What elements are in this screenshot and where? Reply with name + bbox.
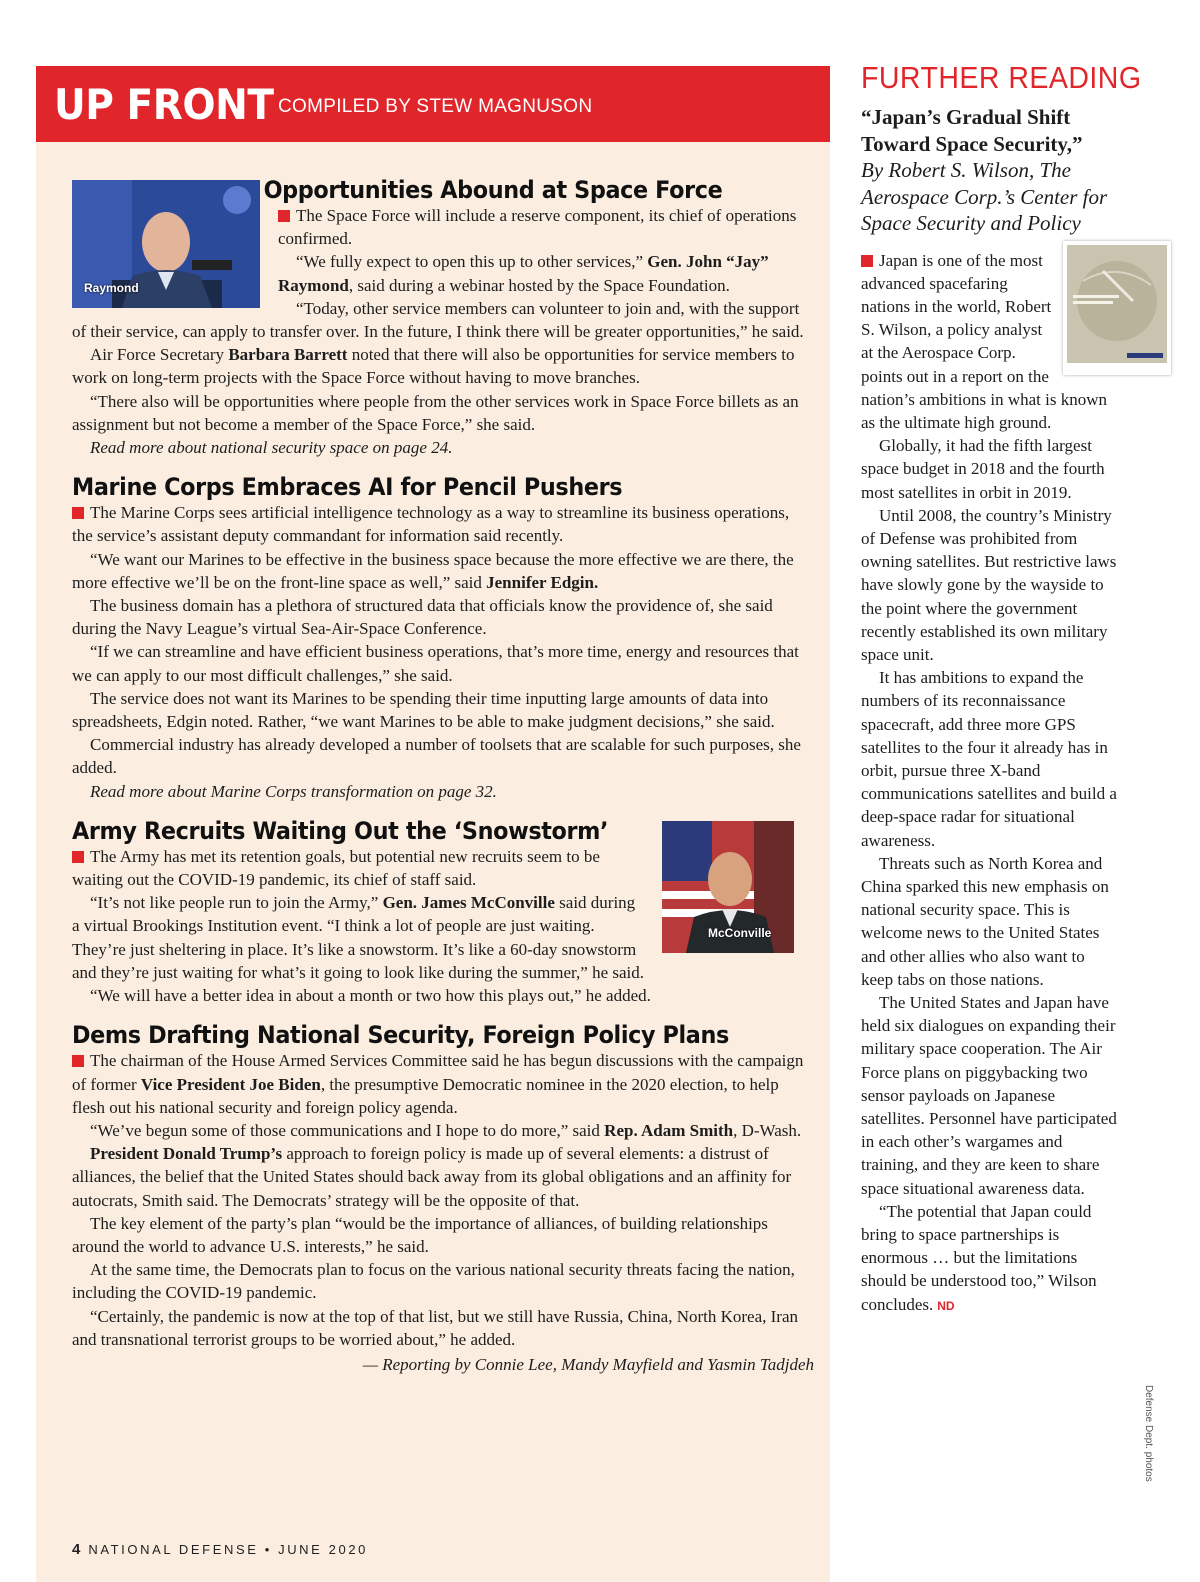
sidebar-paragraph: “The potential that Japan could bring to space partnerships is enormous … but the limitations should be understood too,” Wilson concludes. ND — [861, 1201, 1097, 1314]
story-headline: Opportunities Abound at Space Force — [263, 176, 723, 204]
report-cover-image — [1063, 241, 1171, 375]
sidebar-paragraph: Globally, it had the fifth largest space budget in 2018 and the fourth most satellites in orbit in 2019. — [861, 436, 1105, 502]
story-space-force — [72, 176, 814, 459]
compiled-by: COMPILED BY STEW MAGNUSON — [278, 96, 593, 117]
end-mark: ND — [937, 1298, 955, 1313]
story-paragraph: “Certainly, the pandemic is now at the top of that list, but we still have Russia, China, North Korea, Iran and transnational terrorist groups to be worried about,” he added. — [72, 1306, 799, 1349]
report-author: By Robert S. Wilson, The Aerospace Corp.’s Center for Space Security and Policy — [861, 158, 1108, 235]
sidebar-paragraph: The United States and Japan have held six dialogues on expanding their military space cooperation. The Air Force plans on piggybacking two sensor payloads on Japanese satellites. Personnel have participated in each other’s wargames and training, and they are keen to share space situational awareness data. — [861, 993, 1117, 1198]
story-paragraph: “Today, other service members can volunteer to join and, with the support of their service, can apply to transfer over. In the future, I think there will be greater opportunities,” he said. — [72, 298, 804, 342]
bullet-square-icon — [278, 210, 290, 222]
section-banner — [36, 66, 830, 142]
further-reading-sidebar — [861, 60, 1142, 1318]
story-paragraph: Commercial industry has already developed a number of toolsets that are scalable for such purposes, she added. — [72, 735, 801, 778]
story-paragraph: The Marine Corps sees artificial intelligence technology as a way to streamline its business operations, the service’s assistant deputy commandant for information said recently. — [72, 503, 790, 546]
story-paragraph: The service does not want its Marines to be spending their time inputting large amounts of data into spreadsheets, Edgin noted. Rather, “we want Marines to be able to make judgment decisions,” she said. — [72, 688, 775, 732]
page-footer — [72, 1541, 368, 1558]
main-column — [72, 176, 814, 1390]
reporting-credit: — Reporting by Connie Lee, Mandy Mayfield and Yasmin Tadjdeh — [362, 1354, 814, 1374]
read-more-line: Read more about Marine Corps transformation on page 32. — [90, 781, 497, 801]
story-paragraph: Air Force Secretary Barbara Barrett noted that there will also be opportunities for service members to work on long-term projects with the Space Force without having to move branches. — [72, 345, 795, 388]
story-headline: Army Recruits Waiting Out the ‘Snowstorm’ — [72, 816, 609, 845]
sidebar-paragraph: Threats such as North Korea and China sparked this new emphasis on national security space. This is welcome news to the United States and other allies who also want to keep tabs on those nations. — [861, 853, 1109, 989]
story-paragraph: The key element of the party’s plan “would be the importance of alliances, of building relationships around the world to advance U.S. interests,” he said. — [72, 1213, 768, 1256]
report-title: “Japan’s Gradual Shift Toward Space Security,” — [861, 105, 1083, 156]
story-paragraph: “We fully expect to open this up to other services,” Gen. John “Jay” Raymond, said during a webinar hosted by the Space Foundation. — [278, 252, 769, 295]
read-more-line: Read more about national security space on page 24. — [90, 438, 453, 458]
story-paragraph: “It’s not like people run to join the Army,” Gen. James McConville said during a virtual Brookings Institution event. “I think a lot of people are just waiting. They’re just sheltering in place. It’s like a snowstorm. It’s like a 60-day snowstorm and they’re just waiting for what’s it going to look like during the summer,” he said. — [72, 893, 645, 982]
sidebar-body — [861, 249, 1121, 1318]
story-army-recruits — [72, 817, 814, 1007]
story-paragraph: “We’ve begun some of those communications and I hope to do more,” said Rep. Adam Smith, D-Wash. — [90, 1120, 802, 1140]
photo-credit: Defense Dept. photos — [1143, 1385, 1154, 1482]
section-title: UP FRONT — [54, 80, 274, 129]
story-paragraph: “If we can streamline and have efficient business operations, that’s more time, energy and resources that we can apply to our most difficult challenges,” she said. — [72, 642, 799, 685]
mcconville-photo-caption: McConville — [708, 925, 772, 940]
story-paragraph: “There also will be opportunities where people from the other services work in Space Force billets as an assignment but not become a member of the Space Force,” she said. — [72, 391, 799, 434]
story-headline: Dems Drafting National Security, Foreign Policy Plans — [72, 1021, 729, 1050]
sidebar-paragraph: Until 2008, the country’s Ministry of Defense was prohibited from owning satellites. But restrictive laws have slowly gone by the wayside to the point where the government recently established its own military space unit. — [861, 505, 1117, 664]
story-paragraph: At the same time, the Democrats plan to focus on the various national security threats facing the nation, including the COVID-19 pandemic. — [72, 1260, 795, 1303]
story-paragraph: President Donald Trump’s approach to foreign policy is made up of several elements: a distrust of alliances, the belief that the United States should back away from its global obligations and an affinity for autocrats, Smith said. The Democrats’ strategy will be the opposite of that. — [72, 1144, 792, 1210]
story-marine-corps — [72, 473, 814, 803]
bullet-square-icon — [72, 1055, 84, 1067]
story-paragraph: “We want our Marines to be effective in the business space because the more effective we are there, the more effective we’ll be on the front-line space as well,” said Jennifer Edgin. — [72, 549, 794, 592]
story-paragraph: The chairman of the House Armed Services Committee said he has begun discussions with the campaign of former Vice President Joe Biden, the presumptive Democratic nominee in the 2020 election, to help flesh out his national security and foreign policy agenda. — [72, 1051, 804, 1117]
story-headline: Marine Corps Embraces AI for Pencil Pushers — [72, 473, 623, 502]
bullet-square-icon — [861, 255, 873, 267]
story-paragraph: The Army has met its retention goals, but potential new recruits seem to be waiting out the COVID-19 pandemic, its chief of staff said. — [72, 846, 600, 890]
story-paragraph: “We will have a better idea in about a month or two how this plays out,” he added. — [90, 986, 651, 1006]
publication-line: NATIONAL DEFENSE • JUNE 2020 — [88, 1542, 368, 1557]
story-paragraph: The business domain has a plethora of structured data that officials know the providence of, she said during the Navy League’s virtual Sea-Air-Space Conference. — [72, 596, 773, 639]
bullet-square-icon — [72, 851, 84, 863]
sidebar-paragraph: Japan is one of the most advanced spacefaring nations in the world, Robert S. Wilson, a policy analyst at the Aerospace Corp. points out in a report on the nation’s ambitions in what is known as the ultimate high ground. — [861, 250, 1108, 432]
story-dems-drafting — [72, 1021, 814, 1376]
sidebar-heading: FURTHER READING — [861, 60, 1142, 95]
bullet-square-icon — [72, 507, 84, 519]
page-number: 4 — [72, 1541, 81, 1558]
story-paragraph: The Space Force will include a reserve component, its chief of operations confirmed. — [278, 206, 797, 249]
sidebar-paragraph: It has ambitions to expand the numbers of its reconnaissance spacecraft, add three more GPS satellites to the four it already has in orbit, pursue three X-band communications satellites and build a deep-space radar for situational awareness. — [861, 668, 1117, 850]
raymond-photo-caption: Raymond — [84, 280, 139, 295]
